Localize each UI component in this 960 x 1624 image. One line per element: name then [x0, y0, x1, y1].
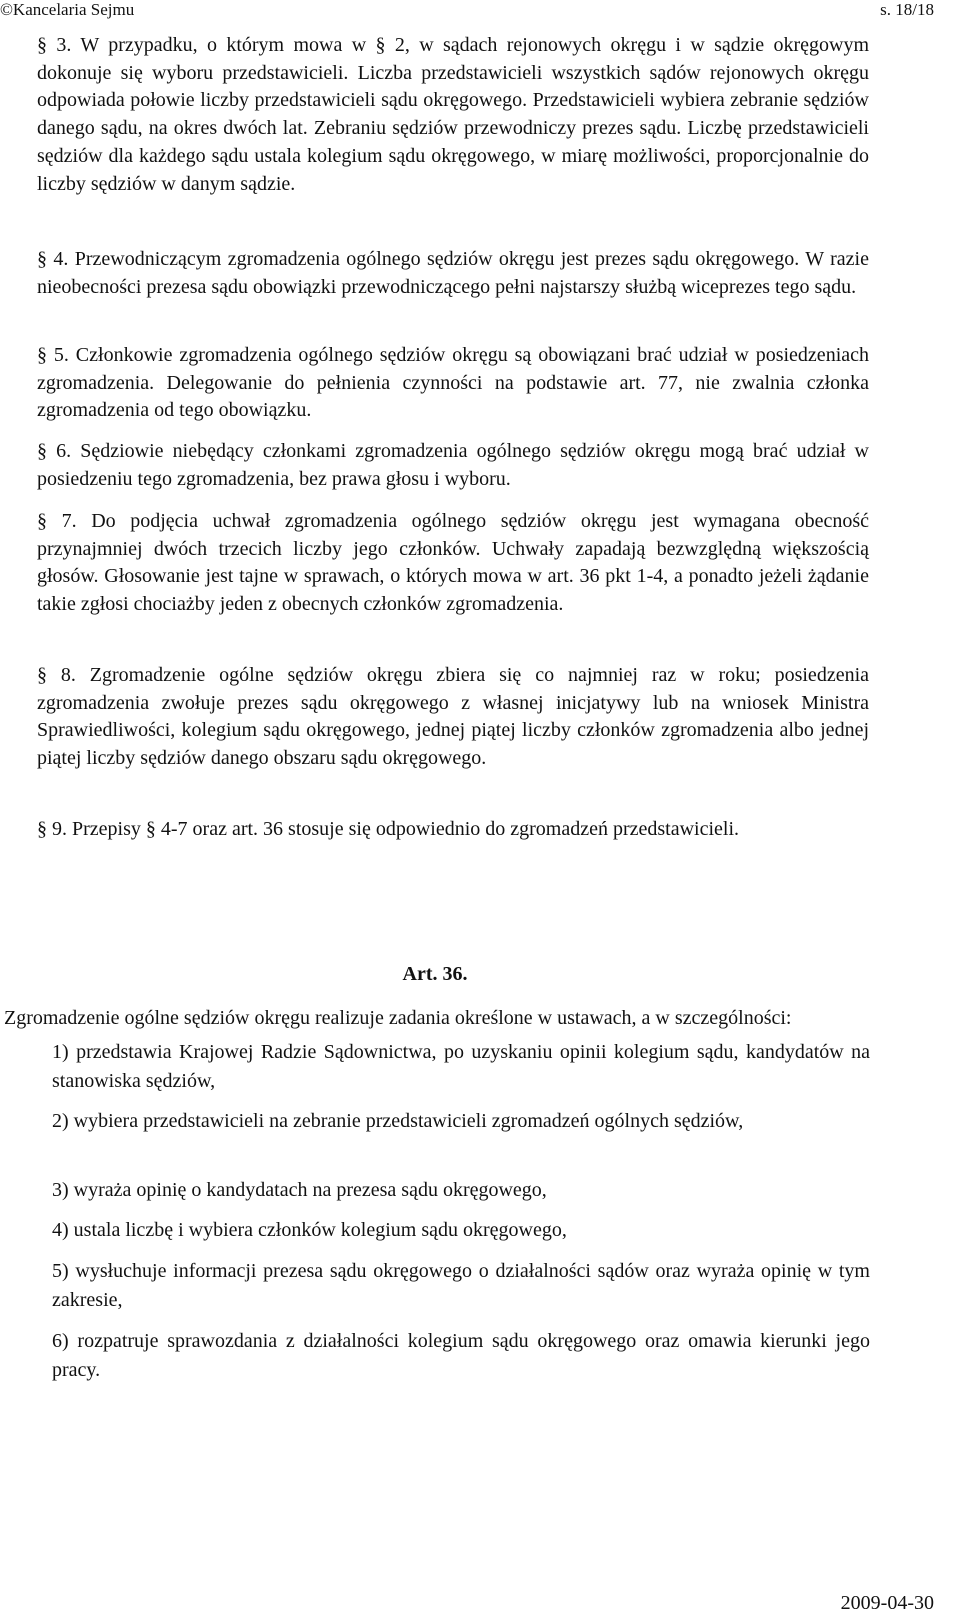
- list-item-text: przedstawia Krajowej Radzie Sądownictwa, po uzyskaniu opinii kolegium sądu, kandydatów na stanowiska sędziów,: [52, 1041, 871, 1092]
- paragraph-5: § 5. Członkowie zgromadzenia ogólnego sędziów okręgu są obowiązani brać udział w posiedzeniach zgromadzenia. Delegowanie do pełnienia czynności na podstawie art. 77, nie zwalnia członka zgromadzenia od tego obowiązku.: [37, 344, 869, 422]
- list-item: [52, 1257, 870, 1314]
- list-item-number: 3): [52, 1179, 69, 1201]
- page-number: s. 18/18: [880, 0, 934, 19]
- list-item-text: rozpatruje sprawozdania z działalności kolegium sądu okręgowego oraz omawia kierunki jego pracy.: [52, 1330, 870, 1381]
- header-publisher: ©Kancelaria Sejmu: [0, 0, 135, 19]
- list-item: [52, 1327, 870, 1384]
- list-item: [52, 1038, 870, 1095]
- list-item-text: wyraża opinię o kandydatach na prezesa sądu okręgowego,: [73, 1179, 547, 1201]
- list-item-text: wybiera przedstawicieli na zebranie przedstawicieli zgromadzeń ogólnych sędziów,: [73, 1110, 744, 1132]
- list-item: [52, 1107, 870, 1136]
- article-intro: Zgromadzenie ogólne sędziów okręgu realizuje zadania określone w ustawach, a w szczególności:: [4, 1007, 792, 1029]
- list-item-text: ustala liczbę i wybiera członków kolegium sądu okręgowego,: [73, 1219, 567, 1241]
- paragraph-6: § 6. Sędziowie niebędący członkami zgromadzenia ogólnego sędziów okręgu mogą brać udział w posiedzeniu tego zgromadzenia, bez prawa głosu i wyboru.: [37, 440, 869, 490]
- paragraph-9: § 9. Przepisy § 4-7 oraz art. 36 stosuje się odpowiednio do zgromadzeń przedstawicieli.: [37, 818, 740, 840]
- article-title: Art. 36.: [402, 963, 468, 985]
- document-date: 2009-04-30: [840, 1592, 934, 1614]
- paragraph-7: § 7. Do podjęcia uchwał zgromadzenia ogólnego sędziów okręgu jest wymagana obecność przynajmniej dwóch trzecich liczby jego członków. Uchwały zapadają bezwzględną większością głosów. Głosowanie jest tajne w sprawach, o których mowa w art. 36 pkt 1-4, a ponadto jeżeli żądanie takie zgłosi chociażby jeden z obecnych członków zgromadzenia.: [37, 510, 869, 616]
- list-item-number: 5): [52, 1260, 69, 1282]
- paragraph-8: § 8. Zgromadzenie ogólne sędziów okręgu zbiera się co najmniej raz w roku; posiedzenia zgromadzenia zwołuje prezes sądu okręgowego z własnej inicjatywy lub na wniosek Ministra Sprawiedliwości, kolegium sądu okręgowego, jednej piątej liczby członków zgromadzenia albo jednej piątej liczby sędziów danego obszaru sądu okręgowego.: [37, 664, 869, 770]
- list-item-number: 6): [52, 1330, 69, 1352]
- list-item-number: 4): [52, 1219, 69, 1241]
- list-item-number: 2): [52, 1110, 69, 1132]
- paragraph-4: § 4. Przewodniczącym zgromadzenia ogólnego sędziów okręgu jest prezes sądu okręgowego. W razie nieobecności prezesa sądu obowiązki przewodniczącego pełni najstarszy służbą wiceprezes tego sądu.: [37, 248, 869, 298]
- list-item: [52, 1216, 870, 1245]
- list-item-number: 1): [52, 1041, 69, 1063]
- paragraph-3: § 3. W przypadku, o którym mowa w § 2, w sądach rejonowych okręgu i w sądzie okręgowym dokonuje się wyboru przedstawicieli. Liczba przedstawicieli wszystkich sądów rejonowych okręgu odpowiada połowie liczby przedstawicieli sądu okręgowego. Przedstawicieli wybiera zebranie sędziów danego sądu, na okres dwóch lat. Zebraniu sędziów przewodniczy prezes sądu. Liczbę przedstawicieli sędziów dla każdego sądu ustala kolegium sądu okręgowego, w miarę możliwości, proporcjonalnie do liczby sędziów w danym sądzie.: [37, 34, 869, 195]
- list-item: [52, 1176, 870, 1205]
- list-item-text: wysłuchuje informacji prezesa sądu okręgowego o działalności sądów oraz wyraża opinię w tym zakresie,: [52, 1260, 870, 1311]
